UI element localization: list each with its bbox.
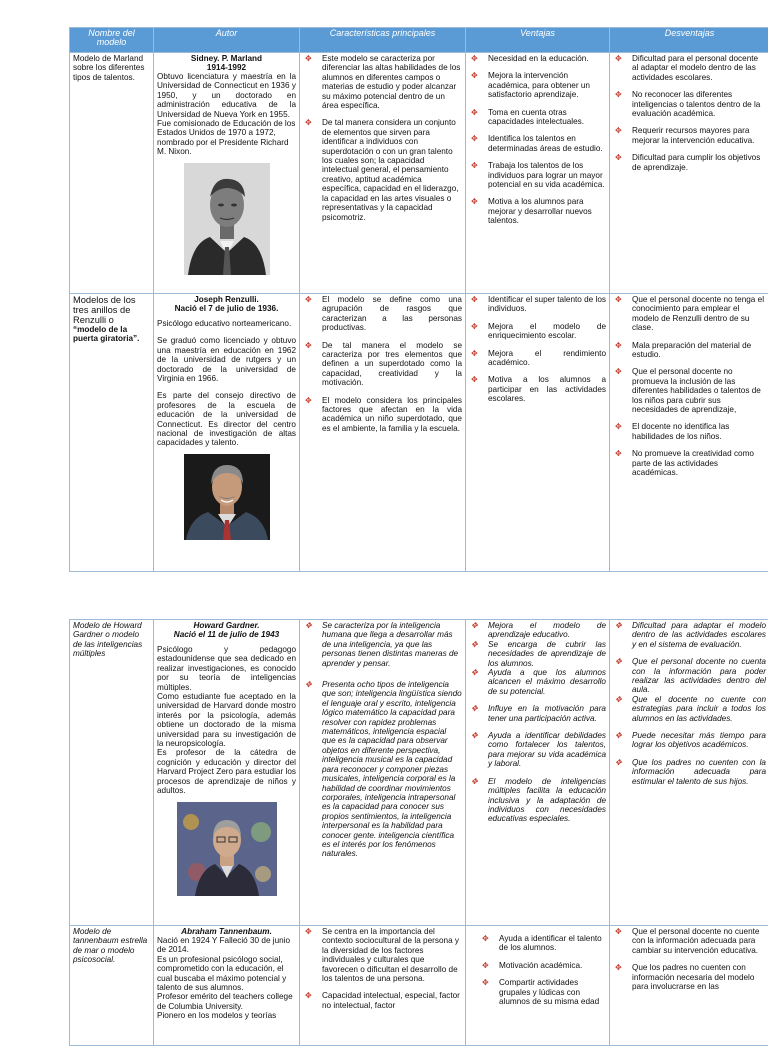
caracteristicas-cell xyxy=(300,294,466,572)
bullet-icon xyxy=(615,90,622,99)
ventajas-list xyxy=(469,295,606,404)
list-item: ✥ Requerir recursos mayores para mejorar la intervención educativa. xyxy=(613,126,766,145)
header-modelo: Nombre del modelo xyxy=(70,28,154,53)
bullet-icon xyxy=(471,621,478,630)
model-cell xyxy=(70,294,154,572)
table-header-row xyxy=(70,28,768,53)
list-item: ✥ El modelo se define como una agrupación de rasgos que caracterizan a las personas productivas. xyxy=(303,295,462,333)
model-name: Modelo de Marland sobre los diferentes tipos de talentos. xyxy=(73,54,150,82)
list-item: ✥ Motivación académica. xyxy=(480,961,606,970)
bullet-icon xyxy=(615,341,622,350)
list-item: ✥ Dificultad para cumplir los objetivos de aprendizaje. xyxy=(613,153,766,172)
bullet-icon xyxy=(305,621,312,630)
bullet-icon xyxy=(471,704,478,713)
bullet-icon xyxy=(615,731,622,740)
author-dates: Nació el 7 de julio de 1936. xyxy=(157,304,296,313)
list-item: ✥ Ayuda a identificar debilidades como fortalecer los talentos, para mejorar su vida académica y laboral. xyxy=(469,731,606,769)
bullet-icon xyxy=(305,927,312,936)
author-bio-3: Es profesor de la cátedra de cognición y educación y director del Harvard Project Zero para estudiar los procesos de aprendizaje de niños y adultos. xyxy=(157,748,296,795)
bullet-icon xyxy=(615,153,622,162)
bullet-icon xyxy=(615,449,622,458)
list-item: ✥ No promueve la creatividad como parte de las actividades académicas. xyxy=(613,449,766,477)
list-item: ✥ Trabaja los talentos de los individuos para lograr un mayor potencial en su vida académica. xyxy=(469,161,606,189)
ventajas-cell xyxy=(466,620,610,926)
list-item: ✥ Dificultad para el personal docente al adaptar el modelo dentro de las actividades escolares. xyxy=(613,54,766,82)
desventajas-cell xyxy=(610,926,768,1046)
bullet-icon xyxy=(615,657,622,666)
bullet-icon xyxy=(482,934,489,943)
bullet-icon xyxy=(305,118,312,127)
bullet-icon xyxy=(471,295,478,304)
list-item: ✥ Capacidad intelectual, especial, factor no intelectual, factor xyxy=(303,991,462,1010)
list-item: ✥ Se encarga de cubrir las necesidades de aprendizaje de los alumnos. xyxy=(469,640,606,668)
list-item: ✥ Compartir actividades grupales y lúdicas con alumnos de su misma edad xyxy=(480,978,606,1006)
desventajas-list xyxy=(613,295,766,478)
header-caracteristicas: Características principales xyxy=(300,28,466,53)
desventajas-list xyxy=(613,927,766,991)
caracteristicas-list xyxy=(303,927,462,1010)
author-bio-1: Es un profesional psicólogo social, comprometido con la educación, el cual buscaba el máximo potencial y talento de sus alumnos. xyxy=(157,955,296,993)
header-ventajas: Ventajas xyxy=(466,28,610,53)
table-row-marland xyxy=(70,53,768,294)
bullet-icon xyxy=(482,961,489,970)
ventajas-cell xyxy=(466,294,610,572)
bullet-icon xyxy=(615,963,622,972)
list-item: ✥ El docente no identifica las habilidades de los niños. xyxy=(613,422,766,441)
bullet-icon xyxy=(471,731,478,740)
bullet-icon xyxy=(305,341,312,350)
author-cell xyxy=(154,926,300,1046)
bullet-icon xyxy=(471,668,478,677)
list-item: ✥ Mala preparación del material de estudio. xyxy=(613,341,766,360)
list-item: ✥ Motiva a los alumnos a participar en las actividades escolares. xyxy=(469,375,606,403)
bullet-icon xyxy=(615,695,622,704)
bullet-icon xyxy=(305,396,312,405)
bullet-icon xyxy=(471,197,478,206)
bullet-icon xyxy=(305,680,312,689)
model-cell xyxy=(70,926,154,1046)
author-name: Abraham Tannenbaum. xyxy=(157,927,296,936)
author-bio-1: Psicólogo y pedagogo estadounidense que sea dedicado en realizar investigaciones, es conocido por su teoría de inteligencias múltiples. xyxy=(157,645,296,692)
desventajas-cell xyxy=(610,53,768,294)
model-name: Modelos de los tres anillos de Renzulli o xyxy=(73,295,150,325)
bullet-icon xyxy=(471,54,478,63)
author-bio-3: Pionero en los modelos y teorías xyxy=(157,1011,296,1020)
bullet-icon xyxy=(471,349,478,358)
list-item: ✥ Motiva a los alumnos para mejorar y desarrollar nuevos talentos. xyxy=(469,197,606,225)
bullet-icon xyxy=(471,108,478,117)
list-item: ✥ Presenta ocho tipos de inteligencia que son; inteligencia lingüística siendo el lenguaje oral y escrito, inteligencia lógico matemático la capacidad para resolver con rapidez problemas matemáticos, inteligencia espacial que es la capacidad para observar objetos en diferente perspectiva, inteligencia musical es la capacidad para reconocer y componer piezas musicales, inteligencia corporal es la habilidad de coordinar movimientos corporales, inteligencia intrapersonal es la capacidad para conocer sus propios sentimientos, la inteligencia interpersonal es la habilidad para conocer gente. inteligencia científica es el interés por los fenómenos naturales. xyxy=(303,680,462,859)
author-photo-gardner xyxy=(177,802,277,896)
list-item: ✥ Necesidad en la educación. xyxy=(469,54,606,63)
desventajas-cell xyxy=(610,620,768,926)
ventajas-list xyxy=(469,621,606,824)
bullet-icon xyxy=(615,367,622,376)
model-cell xyxy=(70,620,154,926)
ventajas-list xyxy=(480,934,606,1006)
list-item: ✥ Influye en la motivación para tener una participación activa. xyxy=(469,704,606,723)
author-name: Howard Gardner. xyxy=(157,621,296,630)
models-table-page-2 xyxy=(69,619,768,1046)
author-cell xyxy=(154,53,300,294)
model-cell xyxy=(70,53,154,294)
list-item: ✥ El modelo de inteligencias múltiples facilita la educación inclusiva y la adaptación de individuos con necesidades educativas especiales. xyxy=(469,777,606,824)
list-item: ✥ Identifica los talentos en determinadas áreas de estudio. xyxy=(469,134,606,153)
list-item: ✥ Se centra en la importancia del contexto sociocultural de la persona y la diversidad de los factores individuales y culturales que favorecen o dificultan el desarrollo de los talentos de una persona. xyxy=(303,927,462,983)
list-item: ✥ De tal manera el modelo se caracteriza por tres elementos que definen a un superdotado como la capacidad, creatividad y la motivación. xyxy=(303,341,462,388)
table-row-gardner xyxy=(70,620,768,926)
list-item: ✥ Que el personal docente no cuente con la información adecuada para cambiar su intervención educativa. xyxy=(613,927,766,955)
ventajas-cell xyxy=(466,926,610,1046)
author-photo-marland xyxy=(184,163,270,275)
caracteristicas-cell xyxy=(300,926,466,1046)
ventajas-cell xyxy=(466,53,610,294)
author-dates: 1914-1992 xyxy=(157,63,296,72)
table-row-tannenbaum xyxy=(70,926,768,1046)
bullet-icon xyxy=(615,621,622,630)
list-item: ✥ Mejora la intervención académica, para obtener un satisfactorio aprendizaje. xyxy=(469,71,606,99)
list-item: ✥ Que los padres no cuenten con información necesaria del modelo para involucrarse en las xyxy=(613,963,766,991)
bullet-icon xyxy=(615,927,622,936)
bullet-icon xyxy=(471,71,478,80)
author-photo-renzulli xyxy=(184,454,270,540)
list-item: ✥ Identificar el super talento de los individuos. xyxy=(469,295,606,314)
bullet-icon xyxy=(305,54,312,63)
bullet-icon xyxy=(615,295,622,304)
table-row-renzulli xyxy=(70,294,768,572)
caracteristicas-cell xyxy=(300,620,466,926)
list-item: ✥ Mejora el modelo de aprendizaje educativo. xyxy=(469,621,606,640)
list-item: ✥ Mejora el rendimiento académico. xyxy=(469,349,606,368)
list-item: ✥ Este modelo se caracteriza por diferenciar las altas habilidades de los alumnos en diferentes campos o materias de estudio y poder alcanzar su máximo potencial dentro de un área específica. xyxy=(303,54,462,110)
author-name: Sidney. P. Marland xyxy=(157,54,296,63)
model-name-bold: “modelo de la puerta giratoria”. xyxy=(73,325,150,344)
bullet-icon xyxy=(471,134,478,143)
header-autor: Autor xyxy=(154,28,300,53)
list-item: ✥ El modelo considera los principales factores que afectan en la vida académica un niño superdotado, que es el ambiente, la familia y la escuela. xyxy=(303,396,462,434)
models-table-page-1 xyxy=(69,27,768,572)
bullet-icon xyxy=(471,322,478,331)
model-name: Modelo de tannenbaum estrella de mar o modelo psicosocial. xyxy=(73,927,150,965)
bullet-icon xyxy=(471,375,478,384)
bullet-icon xyxy=(615,422,622,431)
list-item: ✥ Toma en cuenta otras capacidades intelectuales. xyxy=(469,108,606,127)
author-bio-2: Profesor emérito del teachers college de Columbia University. xyxy=(157,992,296,1011)
author-bio-3: Es parte del consejo directivo de profesores de la escuela de educación de la universidad de Connecticut. Es director del centro nacional de investigación de altas capacidades y talento. xyxy=(157,391,296,447)
bullet-icon xyxy=(305,295,312,304)
model-name: Modelo de Howard Gardner o modelo de las inteligencias múltiples xyxy=(73,621,150,659)
author-cell xyxy=(154,620,300,926)
author-bio-1: Obtuvo licenciatura y maestría en la Universidad de Connecticut en 1936 y 1950, y un doctorado en administración educativa de la Universidad de Nueva York en 1955. xyxy=(157,72,296,119)
list-item: ✥ Que el docente no cuente con estrategias para incluir a todos los alumnos en las actividades. xyxy=(613,695,766,723)
list-item: ✥ Que el personal docente no tenga el conocimiento para emplear el modelo de Renzulli dentro de su clase. xyxy=(613,295,766,333)
list-item: ✥ Dificultad para adaptar el modelo dentro de las actividades escolares y en el sistema de evaluación. xyxy=(613,621,766,649)
bullet-icon xyxy=(305,991,312,1000)
bullet-icon xyxy=(615,126,622,135)
author-bio-line: Nació en 1924 Y Falleció 30 de junio de 2014. xyxy=(157,936,296,955)
list-item: ✥ De tal manera considera un conjunto de elementos que sirven para identificar a individuos con superdotación o con un gran talento los cuales son; la capacidad intelectual general, el pensamiento creativo, aptitud académica específica, capacidad en el liderazgo, la capacidad en las artes visuales o representativas y la capacidad psicomotriz. xyxy=(303,118,462,221)
list-item: ✥ Puede necesitar más tiempo para lograr los objetivos académicos. xyxy=(613,731,766,750)
caracteristicas-list xyxy=(303,54,462,222)
author-bio-2: Se graduó como licenciado y obtuvo una maestría en educación en 1962 de la universidad de rutgers y un doctorado de la universidad de Virginia en 1966. xyxy=(157,336,296,383)
bullet-icon xyxy=(471,777,478,786)
bullet-icon xyxy=(471,640,478,649)
list-item: ✥ Que el personal docente no promueva la inclusión de las diferentes habilidades o talentos de los niños para cubrir sus necesidades de aprendizaje, xyxy=(613,367,766,414)
caracteristicas-list xyxy=(303,621,462,859)
bullet-icon xyxy=(482,978,489,987)
author-dates: Nació el 11 de julio de 1943 xyxy=(157,630,296,639)
bullet-icon xyxy=(615,54,622,63)
caracteristicas-cell xyxy=(300,53,466,294)
desventajas-list xyxy=(613,54,766,172)
list-item: ✥ No reconocer las diferentes inteligencias o talentos dentro de la evaluación académica. xyxy=(613,90,766,118)
bullet-icon xyxy=(471,161,478,170)
list-item: ✥ Ayuda a identificar el talento de los alumnos. xyxy=(480,934,606,953)
header-desventajas: Desventajas xyxy=(610,28,768,53)
list-item: ✥ Que los padres no cuenten con la información adecuada para estimular el talento de sus hijos. xyxy=(613,758,766,786)
list-item: ✥ Mejora el modelo de enriquecimiento escolar. xyxy=(469,322,606,341)
list-item: ✥ Que el personal docente no cuenta con la información para poder realizar las actividades dentro del aula. xyxy=(613,657,766,695)
ventajas-list xyxy=(469,54,606,226)
list-item: ✥ Se caracteriza por la inteligencia humana que llega a desarrollar más de una inteligencia, ya que las personas tienen distintas maneras de aprender y pensar. xyxy=(303,621,462,668)
author-name: Joseph Renzulli. xyxy=(157,295,296,304)
caracteristicas-list xyxy=(303,295,462,433)
author-bio-2: Como estudiante fue aceptado en la universidad de Harvard donde mostro interés por la psicología, además obtiene un doctorado de la misma universidad para su investigación de la neuropsicología. xyxy=(157,692,296,748)
author-bio-2: Fue comisionado de Educación de los Estados Unidos de 1970 a 1972, nombrado por el Presidente Richard M. Nixon. xyxy=(157,119,296,157)
desventajas-list xyxy=(613,621,766,786)
author-cell xyxy=(154,294,300,572)
desventajas-cell xyxy=(610,294,768,572)
author-bio-1: Psicólogo educativo norteamericano. xyxy=(157,319,296,328)
list-item: ✥ Ayuda a que los alumnos alcancen el máximo desarrollo de su potencial. xyxy=(469,668,606,696)
bullet-icon xyxy=(615,758,622,767)
